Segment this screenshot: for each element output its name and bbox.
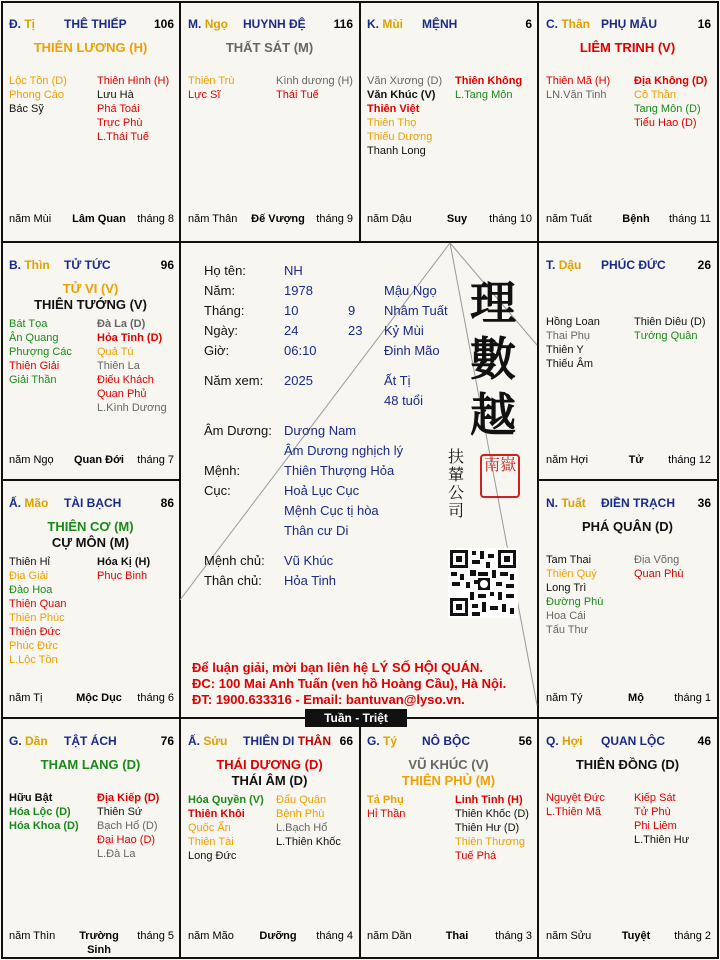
minor-star: LN.Văn Tinh — [546, 89, 607, 101]
main-star: THIÊN CƠ (M) — [47, 519, 134, 534]
palace-month: tháng 9 — [316, 213, 353, 225]
menh-chu-value: Vũ Khúc — [284, 553, 334, 568]
palace-branch: Sửu — [203, 734, 228, 748]
palace-month: tháng 12 — [668, 454, 711, 466]
minor-star: Tướng Quân — [634, 330, 698, 342]
palace-year: năm Thìn — [9, 930, 56, 942]
palace-footer — [546, 929, 711, 943]
palace-month: tháng 8 — [137, 213, 174, 225]
palace-branch: Thân — [561, 17, 591, 31]
palace-footer — [546, 453, 711, 467]
minor-star: Hỉ Thần — [367, 808, 406, 820]
palace-branch: Mão — [24, 496, 49, 510]
palace-phase: Lâm Quan — [72, 213, 126, 225]
calligraphy-title — [470, 275, 530, 443]
minor-star: Quan Phù — [634, 568, 684, 580]
red-seal-stamp: 南嶽 — [480, 454, 520, 498]
minor-star: Địa Giải — [9, 570, 49, 582]
palace-branch-prefix: Ấ. — [188, 734, 200, 748]
minor-star: L.Đà La — [97, 848, 136, 860]
minor-star: Hóa Kị (H) — [97, 556, 151, 568]
palace-branch-prefix: Q. — [546, 734, 559, 748]
palace-cell-ty — [361, 720, 536, 955]
palace-age: 36 — [697, 496, 711, 510]
minor-star: Bệnh Phù — [276, 808, 325, 820]
palace-header — [546, 17, 711, 32]
minor-star: Đà La (D) — [97, 318, 146, 330]
minor-star: Tang Môn (D) — [634, 103, 701, 115]
palace-age: 26 — [697, 258, 711, 272]
minor-stars-right — [634, 74, 707, 130]
minor-stars-right — [634, 315, 706, 343]
palace-age: 66 — [339, 734, 353, 748]
minor-star: Hữu Bật — [9, 792, 53, 804]
palace-phase: Suy — [446, 213, 468, 225]
palace-header — [546, 258, 711, 273]
calligraphy-char-2: 數 — [470, 332, 516, 386]
palace-month: tháng 2 — [674, 930, 711, 942]
minor-star: Thiên Thương — [455, 836, 526, 848]
palace-month: tháng 5 — [137, 930, 174, 942]
day-lunar: Kỷ Mùi — [384, 323, 424, 338]
hour-value: 06:10 — [284, 343, 317, 358]
palace-branch-prefix: G. — [367, 734, 380, 748]
palace-name: TỬ TỨC — [64, 258, 111, 272]
minor-star: Văn Xương (D) — [367, 75, 443, 87]
minor-star: Thiên Sứ — [97, 806, 143, 818]
minor-star: L.Thái Tuế — [97, 131, 149, 143]
hour-label: Giờ: — [204, 343, 230, 358]
main-star: THIÊN ĐỒNG (D) — [575, 757, 680, 772]
palace-footer — [367, 929, 532, 943]
palace-age: 76 — [160, 734, 174, 748]
minor-star: Phá Toái — [97, 103, 140, 115]
palace-cell-dan — [3, 720, 178, 955]
minor-star: Thai Phụ — [546, 330, 591, 342]
minor-star: Tam Thai — [546, 554, 592, 566]
day-solar: 24 — [284, 323, 299, 338]
minor-star: Thái Tuế — [276, 89, 319, 101]
minor-stars-left — [188, 74, 234, 102]
minor-star: Phượng Các — [9, 346, 72, 358]
palace-year: năm Mão — [188, 930, 234, 942]
palace-age: 6 — [525, 17, 532, 31]
minor-stars-left — [188, 793, 264, 863]
palace-header — [9, 734, 174, 749]
minor-stars-left — [546, 74, 610, 102]
minor-star: Linh Tinh (H) — [455, 794, 523, 806]
main-star: VŨ KHÚC (V) — [408, 757, 489, 772]
palace-branch: Hợi — [562, 734, 583, 748]
than-chu-value: Hỏa Tinh — [284, 573, 337, 588]
palace-phase: Mộc Dục — [76, 692, 122, 704]
year-solar: 1978 — [284, 283, 313, 298]
palace-branch-prefix: T. — [546, 258, 556, 272]
minor-star: Hóa Khoa (D) — [9, 820, 79, 832]
palace-header — [188, 17, 353, 32]
minor-star: Thiếu Âm — [546, 358, 594, 370]
palace-year: năm Thân — [188, 213, 238, 225]
palace-year: năm Tuất — [546, 213, 592, 225]
minor-star: Giải Thần — [9, 374, 57, 386]
palace-phase: Mộ — [628, 692, 644, 704]
company-signature: 扶輦公司 — [448, 447, 465, 520]
minor-stars-left — [546, 553, 603, 637]
palace-month: tháng 6 — [137, 692, 174, 704]
palace-phase: Thai — [445, 930, 469, 942]
minor-star: Lưu Hà — [97, 89, 134, 101]
minor-star: Thiên Diêu (D) — [634, 316, 706, 328]
main-star: THIÊN LƯƠNG (H) — [33, 40, 148, 55]
palace-year: năm Mùi — [9, 213, 52, 225]
minor-star: Bạch Hổ (D) — [97, 820, 158, 832]
minor-stars-right — [634, 791, 689, 847]
minor-star: Phục Binh — [97, 570, 148, 582]
minor-star: L.Lộc Tồn — [9, 654, 58, 666]
minor-stars-left — [546, 315, 600, 371]
palace-month: tháng 10 — [489, 213, 532, 225]
minor-star: Quả Tú — [97, 346, 134, 358]
minor-star: Thiên Tài — [188, 836, 234, 848]
month-lunar: Nhâm Tuất — [384, 303, 448, 318]
palace-month: tháng 1 — [674, 692, 711, 704]
palace-cell-mui — [361, 3, 536, 238]
palace-footer — [367, 212, 532, 226]
palace-header — [546, 496, 711, 511]
minor-star: Địa Không (D) — [634, 75, 708, 87]
palace-branch-prefix: G. — [9, 734, 22, 748]
minor-star: Hóa Lộc (D) — [9, 806, 71, 818]
minor-star: Thiên Không — [455, 75, 523, 87]
palace-name: PHÚC ĐỨC — [601, 258, 666, 272]
than-marker: THÂN — [297, 734, 332, 748]
palace-branch-prefix: Đ. — [9, 17, 21, 31]
minor-stars-right — [276, 74, 353, 102]
palace-age: 16 — [697, 17, 711, 31]
minor-stars-right — [97, 74, 169, 144]
palace-header — [367, 17, 532, 32]
minor-star: L.Thiên Hư — [634, 834, 690, 846]
palace-phase: Quan Đới — [74, 454, 124, 466]
minor-star: Tả Phụ — [367, 794, 404, 806]
minor-star: Tấu Thư — [546, 624, 589, 636]
minor-star: Thanh Long — [367, 145, 426, 157]
hour-lunar: Đinh Mão — [384, 343, 440, 358]
month-lunar-number: 9 — [348, 303, 356, 318]
name-label: Họ tên: — [204, 263, 246, 278]
contact-address: ĐC: 100 Mai Anh Tuấn (ven hồ Hoàng Cầu), Hà Nội. — [192, 676, 507, 691]
minor-star: Đẩu Quân — [276, 794, 327, 806]
minor-stars-right — [634, 553, 684, 581]
than-chu-label: Thân chủ: — [204, 573, 262, 588]
palace-branch: Dậu — [558, 258, 582, 272]
view-year-value: 2025 — [284, 373, 313, 388]
palace-name: TẬT ÁCH — [64, 734, 117, 748]
minor-star: Thiên La — [97, 360, 140, 372]
palace-branch: Dần — [25, 734, 48, 748]
age-value: 48 tuổi — [384, 393, 424, 408]
palace-branch: Tị — [24, 17, 36, 31]
palace-footer — [546, 212, 711, 226]
minor-star: Thiên Mã (H) — [546, 75, 611, 87]
palace-phase: Đế Vượng — [251, 213, 305, 225]
qr-code — [448, 548, 518, 618]
menh-label: Mệnh: — [204, 463, 241, 478]
palace-cell-ngo — [182, 3, 357, 238]
palace-age: 96 — [160, 258, 174, 272]
main-star: THIÊN PHỦ (M) — [401, 773, 496, 788]
main-star: LIÊM TRINH (V) — [579, 40, 676, 55]
palace-name: NÔ BỘC — [422, 734, 470, 748]
minor-star: Bát Tọa — [9, 318, 48, 330]
minor-star: L.Bạch Hổ — [276, 822, 328, 834]
minor-star: Tiểu Hao (D) — [634, 117, 697, 129]
palace-footer — [9, 691, 174, 705]
tuan-triet-badge: Tuần - Triệt — [305, 709, 407, 727]
minor-stars-left — [9, 555, 66, 667]
minor-star: Hoa Cái — [546, 610, 586, 622]
minor-star: Cô Thần — [634, 89, 676, 101]
palace-phase: Dưỡng — [259, 930, 297, 942]
palace-age: 86 — [160, 496, 174, 510]
minor-star: Thiên Quý — [546, 568, 597, 580]
minor-stars-right — [455, 793, 529, 863]
palace-name: ĐIỀN TRẠCH — [601, 496, 675, 510]
palace-branch: Mùi — [382, 17, 404, 31]
minor-star: Lộc Tồn (D) — [9, 75, 67, 87]
month-solar: 10 — [284, 303, 299, 318]
minor-star: Phúc Đức — [9, 640, 58, 652]
minor-star: Hỏa Tinh (D) — [97, 332, 163, 344]
palace-branch: Ngọ — [204, 17, 229, 31]
palace-branch-prefix: C. — [546, 17, 558, 31]
menh-chu-label: Mệnh chủ: — [204, 553, 265, 568]
palace-month: tháng 4 — [316, 930, 353, 942]
minor-star: Thiên Khốc (D) — [455, 808, 529, 820]
minor-star: Thiên Thọ — [367, 117, 417, 129]
palace-year: năm Tị — [9, 692, 43, 704]
main-star: PHÁ QUÂN (D) — [582, 519, 673, 534]
palace-name: QUAN LỘC — [601, 734, 665, 748]
palace-cell-hoi — [540, 720, 715, 955]
main-star: CỰ MÔN (M) — [51, 535, 130, 550]
main-star: TỬ VI (V) — [62, 281, 119, 296]
cuc-value: Hoả Lục Cục — [284, 483, 360, 498]
palace-header — [367, 734, 532, 749]
main-star: THÁI DƯƠNG (D) — [216, 757, 323, 772]
calligraphy-char-1: 理 — [470, 276, 516, 330]
contact-line-1: Để luận giải, mời bạn liên hệ LÝ SỐ HỘI QUÁN. — [192, 660, 483, 675]
minor-star: Lực Sĩ — [188, 89, 221, 101]
palace-branch-prefix: Ấ. — [9, 496, 21, 510]
palace-header — [188, 734, 353, 749]
palace-header — [546, 734, 711, 749]
minor-star: Quan Phủ — [97, 388, 147, 400]
palace-footer — [9, 929, 174, 956]
palace-cell-suu — [182, 720, 357, 955]
minor-star: Điếu Khách — [97, 374, 154, 386]
minor-star: Kiếp Sát — [634, 792, 676, 804]
palace-cell-dau — [540, 244, 715, 479]
palace-cell-thin — [3, 244, 178, 479]
minor-stars-right — [276, 793, 341, 849]
minor-stars-left — [9, 791, 79, 833]
day-lunar-number: 23 — [348, 323, 363, 338]
palace-branch: Tý — [383, 734, 398, 748]
minor-stars-left — [546, 791, 605, 819]
minor-star: Phi Liêm — [634, 820, 677, 832]
minor-stars-right — [455, 74, 522, 102]
minor-star: Thiên Hình (H) — [97, 75, 170, 87]
minor-star: Kình dương (H) — [276, 75, 353, 87]
cuc-note-2: Thân cư Di — [284, 523, 349, 538]
palace-year: năm Hợi — [546, 454, 589, 466]
minor-star: Thiên Đức — [9, 626, 61, 638]
palace-name: PHỤ MẪU — [601, 17, 657, 31]
calligraphy-char-3: 越 — [470, 388, 516, 442]
minor-star: Đại Hao (D) — [97, 834, 156, 846]
palace-phase: Bệnh — [622, 213, 650, 225]
palace-header — [9, 496, 174, 511]
minor-star: L.Kình Dương — [97, 402, 167, 414]
minor-star: Địa Kiếp (D) — [97, 792, 160, 804]
palace-branch-prefix: M. — [188, 17, 202, 31]
day-label: Ngày: — [204, 323, 238, 338]
palace-phase: Tử — [628, 454, 644, 466]
palace-name: THÊ THIẾP — [64, 17, 127, 31]
minor-star: Tuế Phá — [455, 850, 497, 862]
palace-branch-prefix: K. — [367, 17, 379, 31]
minor-stars-right — [97, 555, 150, 583]
cuc-label: Cục: — [204, 483, 231, 498]
minor-stars-left — [9, 317, 72, 387]
palace-age: 46 — [697, 734, 711, 748]
menh-value: Thiên Thượng Hỏa — [284, 463, 395, 478]
minor-star: Ân Quang — [9, 332, 59, 344]
minor-star: Thiên Phúc — [9, 612, 65, 624]
minor-stars-right — [97, 791, 159, 861]
palace-year: năm Ngọ — [9, 454, 54, 466]
minor-star: Đường Phù — [546, 596, 604, 608]
minor-star: Trực Phù — [97, 117, 143, 129]
minor-star: L.Thiên Mã — [546, 806, 602, 818]
palace-year: năm Tý — [546, 692, 583, 704]
minor-star: Hồng Loan — [546, 316, 600, 328]
minor-star: Thiếu Dương — [367, 131, 433, 143]
minor-star: Thiên Hư (D) — [455, 822, 520, 834]
minor-star: Long Đức — [188, 850, 237, 862]
palace-cell-ti — [3, 3, 178, 238]
palace-phase: Tuyệt — [621, 930, 651, 942]
minor-star: L.Tang Môn — [455, 89, 513, 101]
minor-star: Thiên Giải — [9, 360, 60, 372]
palace-name: MỆNH — [422, 17, 458, 31]
palace-month: tháng 7 — [137, 454, 174, 466]
minor-star: Bác Sỹ — [9, 103, 44, 115]
minor-stars-left — [9, 74, 67, 116]
view-year-label: Năm xem: — [204, 373, 264, 388]
amduong-value: Dương Nam — [284, 423, 357, 438]
amduong-note: Âm Dương nghịch lý — [284, 443, 404, 458]
palace-age: 106 — [153, 17, 174, 31]
minor-star: L.Thiên Khốc — [276, 836, 341, 848]
palace-cell-tuat — [540, 482, 715, 717]
year-label: Năm: — [204, 283, 236, 298]
palace-footer — [188, 212, 353, 226]
palace-month: tháng 3 — [495, 930, 532, 942]
palace-footer — [188, 929, 353, 943]
minor-star: Tử Phù — [634, 806, 671, 818]
minor-star: Nguyệt Đức — [546, 792, 605, 804]
minor-star: Thiên Khôi — [188, 808, 245, 820]
main-star: THẤT SÁT (M) — [225, 40, 314, 55]
name-value: NH — [284, 263, 303, 278]
minor-star: Thiên Trù — [188, 75, 235, 87]
month-label: Tháng: — [204, 303, 245, 318]
main-star: THIÊN TƯỚNG (V) — [34, 297, 147, 312]
palace-cell-than — [540, 3, 715, 238]
palace-branch-prefix: N. — [546, 496, 558, 510]
palace-footer — [546, 691, 711, 705]
palace-year: năm Dậu — [367, 213, 412, 225]
year-lunar: Mậu Ngọ — [384, 283, 437, 298]
minor-star: Đào Hoa — [9, 584, 53, 596]
palace-name: TÀI BẠCH — [64, 496, 122, 510]
palace-cell-mao — [3, 482, 178, 717]
minor-stars-left — [367, 74, 442, 158]
minor-star: Phong Cáo — [9, 89, 65, 101]
minor-star: Địa Võng — [634, 554, 680, 566]
minor-star: Thiên Việt — [367, 103, 420, 115]
palace-footer — [9, 453, 174, 467]
minor-star: Thiên Y — [546, 344, 584, 356]
minor-stars-right — [97, 317, 167, 415]
minor-star: Long Trì — [546, 582, 587, 594]
palace-name: THIÊN DI THÂN — [243, 734, 332, 748]
main-star: THÁI ÂM (D) — [231, 773, 308, 788]
amduong-label: Âm Dương: — [204, 423, 272, 438]
palace-header — [9, 17, 174, 32]
cuc-note-1: Mệnh Cục tị hòa — [284, 503, 379, 518]
palace-branch: Thìn — [24, 258, 50, 272]
minor-star: Thiên Hỉ — [9, 556, 50, 568]
palace-month: tháng 11 — [668, 213, 711, 225]
palace-branch-prefix: B. — [9, 258, 21, 272]
palace-header — [9, 258, 174, 273]
palace-age: 56 — [518, 734, 532, 748]
minor-stars-left — [367, 793, 405, 821]
palace-age: 116 — [333, 17, 353, 31]
main-star: THAM LANG (D) — [40, 757, 141, 772]
minor-star: Thiên Quan — [9, 598, 67, 610]
palace-year: năm Dần — [367, 930, 412, 942]
palace-phase: Trường Sinh — [79, 930, 119, 956]
minor-star: Quốc Ấn — [188, 822, 231, 834]
palace-footer — [9, 212, 174, 226]
palace-year: năm Sửu — [546, 930, 592, 942]
minor-star: Văn Khúc (V) — [367, 89, 436, 101]
palace-name: HUYNH ĐỆ — [243, 17, 306, 31]
palace-branch: Tuất — [561, 496, 586, 510]
view-year-lunar: Ất Tị — [384, 373, 411, 388]
minor-star: Hóa Quyền (V) — [188, 794, 264, 806]
contact-phone-email: ĐT: 1900.633316 - Email: bantuvan@lyso.vn. — [192, 692, 465, 707]
